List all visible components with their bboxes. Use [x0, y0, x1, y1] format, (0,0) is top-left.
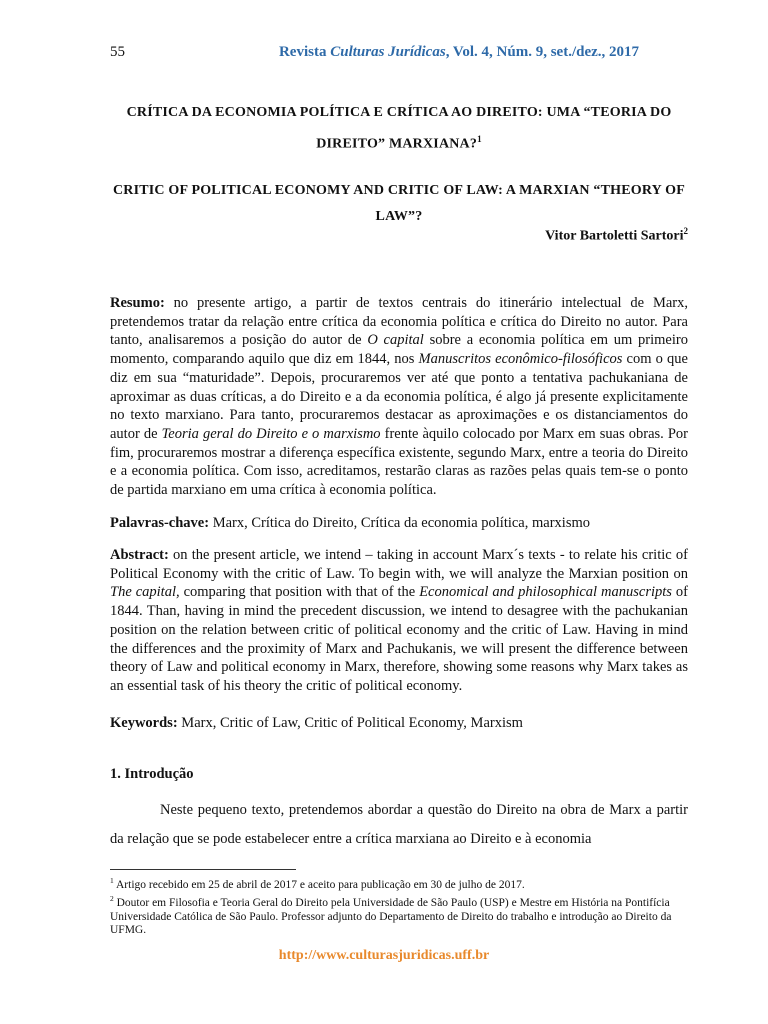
footnote-2: [110, 892, 688, 937]
footnote-mark: 1: [110, 876, 114, 885]
intro-paragraph: Neste pequeno texto, pretendemos abordar a questão do Direito na obra de Marx a partir da relação que se pode estabelecer entre a crítica marxiana ao Direito e à economia: [110, 802, 688, 847]
abstract-italic: Economical and philosophical manuscripts: [419, 584, 672, 601]
resumo-italic: Manuscritos econômico-filosóficos: [418, 351, 623, 368]
resumo-label: Resumo:: [110, 295, 165, 311]
author-footnote-mark[interactable]: 2: [683, 226, 688, 236]
title-portuguese: [110, 100, 688, 158]
palavras-chave-paragraph: [110, 514, 688, 533]
journal-volume: , Vol. 4, Núm. 9, set./dez., 2017: [445, 44, 640, 60]
resumo-text: frente àquilo colocado por Marx em suas obras. Por fim, procuraremos mostrar a diferença específica existente, segundo Marx, entre a teoria do Direito e a economia política. Com isso, acreditamos, restarão claras as razões pelas quais tem-se o ponto de partida marxiano em uma crítica à economia política.: [110, 425, 688, 499]
resumo-text: sobre a economia política em um primeiro momento, comparando aquilo que diz em 1844, nos: [110, 332, 688, 368]
author-line: [545, 226, 688, 245]
title-english: CRITIC OF POLITICAL ECONOMY AND CRITIC OF LAW: A MARXIAN “THEORY OF LAW”?: [112, 183, 686, 224]
abstract-text: of 1844. Than, having in mind the precedent discussion, we intend to desagree with the pachukanian position on the relation between critic of political economy and the critic of Law. Having in mind the differences and the proximity of Marx and Pachukanis, we will present the difference between theory of Law and political economy in Marx, therefore, showing some reasons why Marx takes as an essential task of his theory the critic of political economy.: [110, 584, 689, 694]
footnote-text: Artigo recebido em 25 de abril de 2017 e aceito para publicação em 30 de julho de 2017.: [113, 878, 525, 891]
author-name: Vitor Bartoletti Sartori: [545, 228, 684, 244]
title-pt-text: CRÍTICA DA ECONOMIA POLÍTICA E CRÍTICA AO DIREITO: UMA “TEORIA DO DIREITO” MARXIANA?: [126, 105, 672, 152]
section-heading: 1. Introdução: [110, 766, 194, 782]
palavras-chave-text: Marx, Crítica do Direito, Crítica da economia política, marxismo: [209, 515, 590, 531]
palavras-chave-label: Palavras-chave:: [110, 515, 210, 531]
abstract-label: Abstract:: [110, 547, 169, 563]
resumo-text: no presente artigo, a partir de textos centrais do itinerário intelectual de Marx, pretendemos tratar da relação entre crítica da economia política e crítica do Direito no autor. Para tanto, analisaremos a posição do autor de: [110, 295, 688, 349]
footnote-divider: [110, 869, 296, 870]
resumo-italic: O capital: [367, 332, 424, 349]
journal-prefix: Revista: [278, 44, 331, 60]
abstract-italic: The capital,: [110, 584, 180, 601]
abstract-text: comparing that position with that of the: [179, 584, 420, 601]
footnotes: [110, 874, 688, 938]
footer-link[interactable]: http://www.culturasjuridicas.uff.br: [278, 948, 490, 963]
keywords-text: Marx, Critic of Law, Critic of Political Economy, Marxism: [177, 715, 523, 731]
keywords-paragraph: [110, 714, 688, 733]
keywords-label: Keywords:: [110, 715, 178, 731]
footnote-text: Doutor em Filosofia e Teoria Geral do Direito pela Universidade de São Paulo (USP) e Mestre em História na Pontifícia Universidade Católica de São Paulo. Professor adjunto do Departamento de Direito do trabalho e introdução ao Direito da UFMG.: [110, 897, 672, 937]
footnote-1: [110, 874, 688, 892]
footnote-mark: 2: [110, 894, 114, 904]
page-number: 55: [110, 44, 125, 60]
resumo-paragraph: [110, 294, 688, 500]
journal-citation: [230, 44, 688, 61]
abstract-text: on the present article, we intend – taking in account Marx´s texts - to relate his critic of Political Economy with the critic of Law. To begin with, we will analyze the Marxian position on: [110, 547, 688, 582]
abstract-paragraph: [110, 546, 688, 696]
resumo-text: com o que diz em sua “maturidade”. Depois, procuraremos ver até que ponto a tentativa pachukaniana de aproximar as duas críticas, a do Direito e a da economia política, é algo já presente explicitamente no texto marxiano. Para tanto, procuraremos destacar as aproximações e os distanciamentos do autor de: [110, 351, 688, 442]
title-footnote-mark[interactable]: 1: [477, 134, 482, 144]
resumo-italic: Teoria geral do Direito e o marxismo: [161, 425, 381, 442]
running-header: [110, 44, 688, 64]
journal-name: Culturas Jurídicas: [330, 44, 446, 60]
